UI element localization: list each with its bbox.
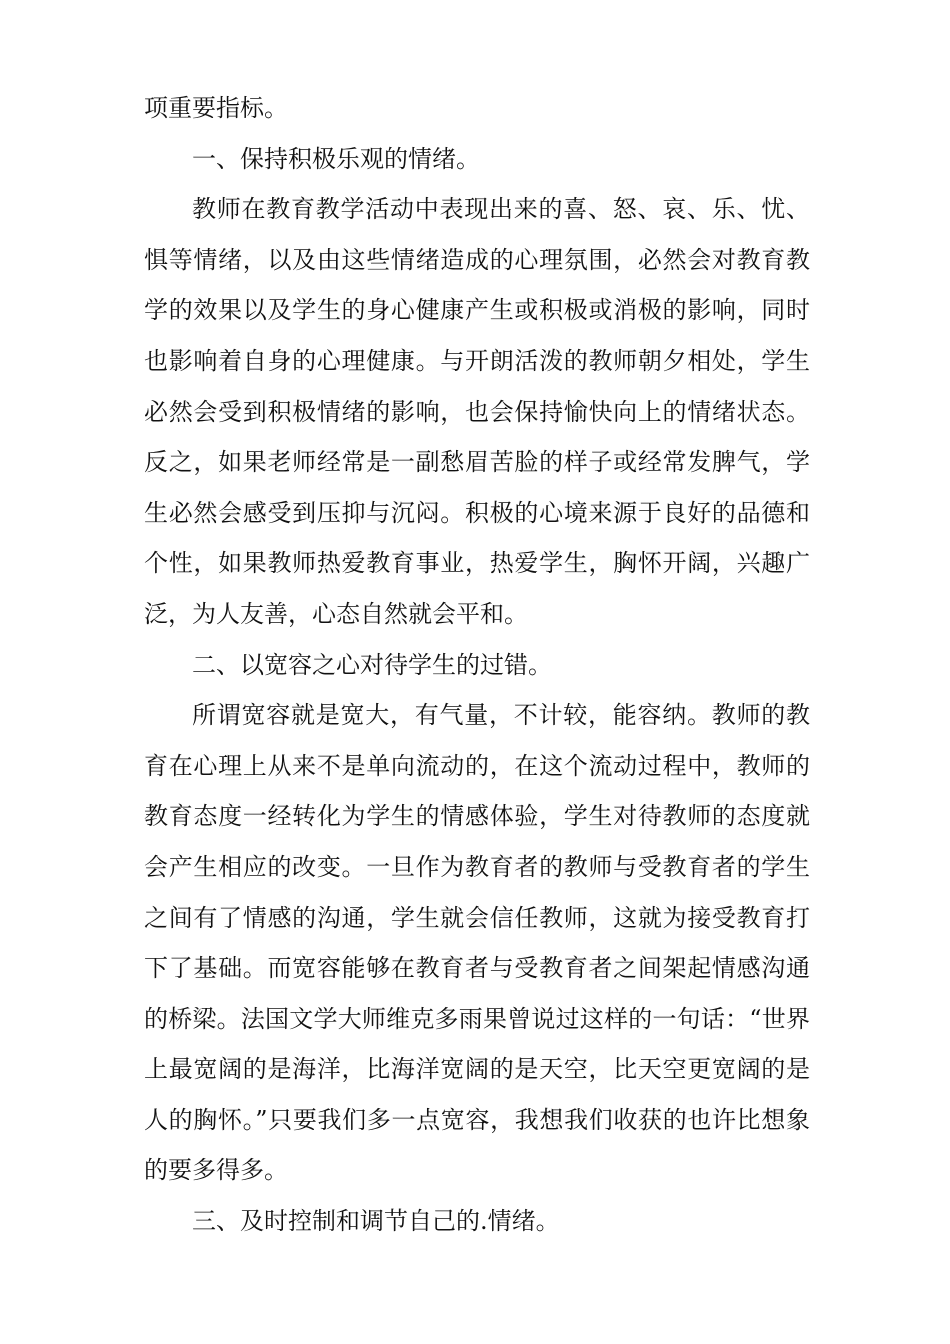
section-heading-2: 二、以宽容之心对待学生的过错。 xyxy=(192,650,552,679)
paragraph-body-2: 所谓宽容就是宽大，有气量，不计较，能容纳。教师的教育在心理上从来不是单向流动的，在这个流动过程中，教师的教育态度一经转化为学生的情感体验，学生对待教师的态度就会产生相应的改变。一旦作为教育者的教师与受教育者的学生之间有了情感的沟通，学生就会信任教师，这就为接受教育打下了基础。而宽容能够在教育者与受教育者之间架起情感沟通的桥梁。法国文学大师维克多雨果曾说过这样的一句话：“世界上最宽阔的是海洋，比海洋宽阔的是天空，比天空更宽阔的是人的胸怀。”只要我们多一点宽容，我想我们收获的也许比想象的要多得多。 xyxy=(144,701,810,1185)
document-body xyxy=(144,83,810,1247)
paragraph-continuation: 项重要指标。 xyxy=(144,94,288,122)
paragraph-body-1: 教师在教育教学活动中表现出来的喜、怒、哀、乐、忧、惧等情绪，以及由这些情绪造成的心理氛围，必然会对教育教学的效果以及学生的身心健康产生或积极或消极的影响，同时也影响着自身的心理健康。与开朗活泼的教师朝夕相处，学生必然会受到积极情绪的影响，也会保持愉快向上的情绪状态。反之，如果老师经常是一副愁眉苦脸的样子或经常发脾气，学生必然会感受到压抑与沉闷。积极的心境来源于良好的品德和个性，如果教师热爱教育事业，热爱学生，胸怀开阔，兴趣广泛，为人友善，心态自然就会平和。 xyxy=(144,195,810,628)
section-heading-1: 一、保持积极乐观的情绪。 xyxy=(192,144,480,173)
section-heading-3: 三、及时控制和调节自己的.情绪。 xyxy=(192,1207,560,1236)
